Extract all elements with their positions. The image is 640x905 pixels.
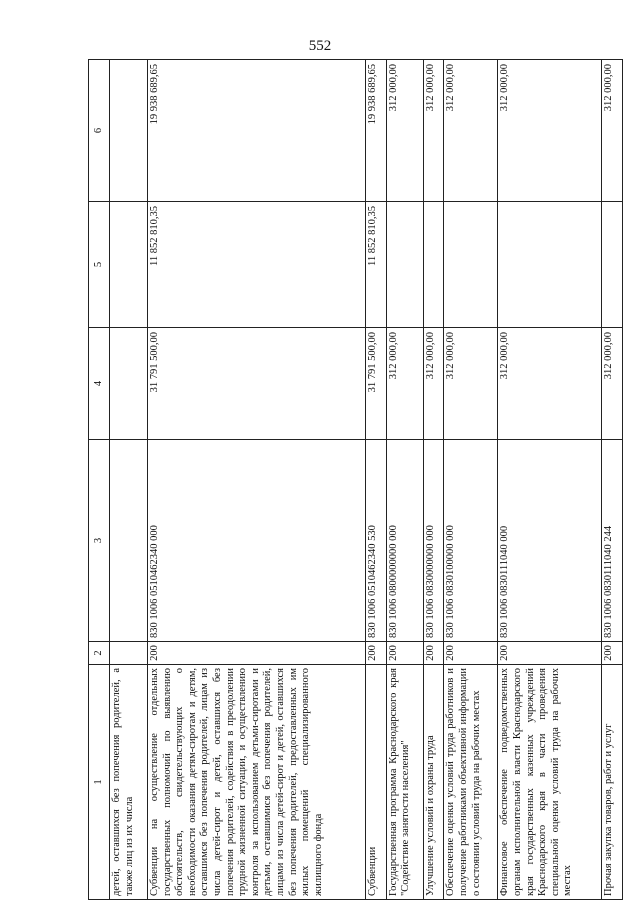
budget-table	[88, 59, 623, 900]
row-code: 200	[423, 642, 444, 665]
row-unexecuted: 312 000,00	[423, 60, 444, 202]
header-cell: 2	[89, 642, 110, 665]
row-name: Государственная программа Краснодарского края "Содействие занятости населения"	[386, 665, 423, 900]
row-name: детей, оставшихся без попечения родителей, а также лиц из их числа	[110, 665, 148, 900]
table-header-row	[89, 60, 110, 900]
row-code	[110, 642, 148, 665]
table-row	[110, 60, 148, 900]
row-classification: 830 1006 0510462340 530	[366, 440, 387, 642]
header-cell: 5	[89, 202, 110, 328]
row-classification: 830 1006 0800000000 000	[386, 440, 423, 642]
table-row	[386, 60, 423, 900]
row-unexecuted: 312 000,00	[444, 60, 498, 202]
row-approved: 31 791 500,00	[366, 328, 387, 440]
row-name: Улучшение условий и охраны труда	[423, 665, 444, 900]
row-executed	[498, 202, 602, 328]
row-name: Финансовое обеспечение подведомственных органам исполнительной власти Краснодарского края государственных казенных учреждений Краснодарского края в части проведения специальной оценки условий труда на рабочих местах	[498, 665, 602, 900]
table-row	[148, 60, 366, 900]
row-code: 200	[148, 642, 366, 665]
row-unexecuted: 312 000,00	[602, 60, 623, 202]
row-classification: 830 1006 0510462340 000	[148, 440, 366, 642]
row-classification: 830 1006 0830100000 000	[444, 440, 498, 642]
row-unexecuted: 312 000,00	[386, 60, 423, 202]
row-code: 200	[444, 642, 498, 665]
row-approved: 312 000,00	[498, 328, 602, 440]
row-code: 200	[386, 642, 423, 665]
header-cell: 3	[89, 440, 110, 642]
row-approved: 312 000,00	[423, 328, 444, 440]
row-approved	[110, 328, 148, 440]
table-row	[444, 60, 498, 900]
table-row	[498, 60, 602, 900]
row-unexecuted: 19 938 689,65	[148, 60, 366, 202]
row-executed	[386, 202, 423, 328]
row-name: Субвенции на осуществление отдельных государственных полномочий по выявлению обстоятельств, свидетельствующих о необходимости оказания детям-сиротам и детям, оставшимся без попечения родителей, лицам из числа детей-сирот и детей, оставшихся без попечения родителей, содействия в преодолении трудной жизненной ситуации, и осуществлению контроля за использованием детьми-сиротами и детьми, оставшимися без попечения родителей, лицами из числа детей-сирот и детей, оставшихся без попечения родителей, предоставленных им жилых помещений специализированного жилищного фонда	[148, 665, 366, 900]
row-approved: 31 791 500,00	[148, 328, 366, 440]
row-unexecuted	[110, 60, 148, 202]
row-name: Обеспечение оценки условий труда работников и получение работниками объективной информации о состоянии условий труда на рабочих местах	[444, 665, 498, 900]
header-cell: 6	[89, 60, 110, 202]
row-unexecuted: 312 000,00	[498, 60, 602, 202]
row-classification: 830 1006 0830000000 000	[423, 440, 444, 642]
header-cell: 1	[89, 665, 110, 900]
row-approved: 312 000,00	[602, 328, 623, 440]
row-code: 200	[498, 642, 602, 665]
row-executed: 11 852 810,35	[148, 202, 366, 328]
header-cell: 4	[89, 328, 110, 440]
row-approved: 312 000,00	[444, 328, 498, 440]
row-name: Субвенции	[366, 665, 387, 900]
row-classification: 830 1006 0830111040 244	[602, 440, 623, 642]
row-executed	[444, 202, 498, 328]
rotated-table-wrapper	[88, 60, 623, 900]
page-number: 552	[308, 38, 332, 54]
table-row	[366, 60, 387, 900]
row-executed	[602, 202, 623, 328]
row-code: 200	[366, 642, 387, 665]
row-approved: 312 000,00	[386, 328, 423, 440]
table-row	[602, 60, 623, 900]
row-classification: 830 1006 0830111040 000	[498, 440, 602, 642]
table-row	[423, 60, 444, 900]
row-unexecuted: 19 938 689,65	[366, 60, 387, 202]
row-executed	[423, 202, 444, 328]
row-executed: 11 852 810,35	[366, 202, 387, 328]
row-classification	[110, 440, 148, 642]
row-name: Прочая закупка товаров, работ и услуг	[602, 665, 623, 900]
row-executed	[110, 202, 148, 328]
row-code: 200	[602, 642, 623, 665]
